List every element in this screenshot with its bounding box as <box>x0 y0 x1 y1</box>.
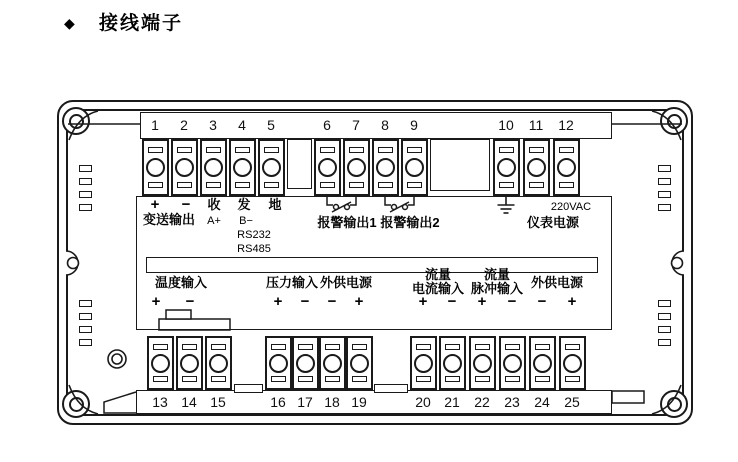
terminal-screw-hole-icon <box>180 354 199 373</box>
terminal-clamp-bar <box>349 147 364 153</box>
terminal-clamp-bar <box>505 344 520 350</box>
signal-ground-label: 地 <box>268 197 282 212</box>
temperature-minus-label: − <box>185 293 195 310</box>
pressure-plus-label: + <box>273 293 283 310</box>
flow-current-plus-label: + <box>418 293 428 310</box>
panel-screw-hole <box>108 350 126 368</box>
terminal-number-21: 21 <box>444 394 460 410</box>
terminal-clamp-bar <box>565 344 580 350</box>
rs485-label: RS485 <box>237 243 271 255</box>
terminal-number-2: 2 <box>180 117 188 133</box>
terminal-clamp-bar <box>271 344 286 350</box>
blank-panel <box>146 257 598 273</box>
terminal-screw-hole-icon <box>175 158 194 177</box>
terminal-block-5 <box>258 139 285 196</box>
terminal-block-9 <box>401 139 428 196</box>
side-notch-left <box>66 251 79 275</box>
terminal-screw-hole-icon <box>350 354 369 373</box>
alarm-output2-label: 报警输出2 <box>380 215 440 230</box>
terminal-clamp-bar <box>320 147 335 153</box>
terminal-clamp-bar <box>153 344 168 350</box>
terminal-clamp-bar <box>182 376 197 382</box>
terminal-clamp-bar <box>529 182 544 188</box>
terminal-clamp-bar <box>378 147 393 153</box>
voltage-label: 220VAC <box>550 201 592 213</box>
terminal-clamp-bar <box>499 182 514 188</box>
terminal-clamp-bar <box>445 344 460 350</box>
terminal-number-9: 9 <box>410 117 418 133</box>
ext-power-right-minus-label: − <box>537 293 547 310</box>
terminal-block-3 <box>200 139 227 196</box>
terminal-clamp-bar <box>264 147 279 153</box>
terminal-clamp-bar <box>565 376 580 382</box>
terminal-clamp-bar <box>505 376 520 382</box>
a-plus-label: A+ <box>207 215 221 227</box>
terminal-block-23 <box>499 336 526 390</box>
terminal-clamp-bar <box>264 182 279 188</box>
flow-pulse-plus-label: + <box>477 293 487 310</box>
flow-pulse-label-line2: 脉冲输入 <box>470 281 524 296</box>
terminal-block-20 <box>410 336 437 390</box>
terminal-block-6 <box>314 139 341 196</box>
blank-slot <box>430 139 490 191</box>
terminal-clamp-bar <box>352 344 367 350</box>
terminal-clamp-bar <box>271 376 286 382</box>
terminal-block-8 <box>372 139 399 196</box>
terminal-screw-hole-icon <box>318 158 337 177</box>
terminal-block-22 <box>469 336 496 390</box>
terminal-block-2 <box>171 139 198 196</box>
terminal-clamp-bar <box>349 182 364 188</box>
terminal-number-11: 11 <box>528 117 544 133</box>
terminal-clamp-bar <box>206 147 221 153</box>
terminal-number-15: 15 <box>210 394 226 410</box>
bottom-step-left <box>104 392 136 413</box>
terminal-screw-hole-icon <box>323 354 342 373</box>
terminal-block-18 <box>319 336 346 390</box>
temperature-input-label: 温度输入 <box>154 275 208 290</box>
terminal-number-1: 1 <box>151 117 159 133</box>
terminal-block-4 <box>229 139 256 196</box>
terminal-block-21 <box>439 336 466 390</box>
blank-slot <box>234 384 263 393</box>
terminal-block-17 <box>292 336 319 390</box>
terminal-clamp-bar <box>211 376 226 382</box>
terminal-number-5: 5 <box>267 117 275 133</box>
temperature-plus-label: + <box>151 293 161 310</box>
terminal-number-22: 22 <box>474 394 490 410</box>
terminal-clamp-bar <box>182 344 197 350</box>
terminal-clamp-bar <box>206 182 221 188</box>
terminal-screw-hole-icon <box>533 354 552 373</box>
rx-label: 收 <box>207 197 221 212</box>
terminal-clamp-bar <box>298 376 313 382</box>
terminal-screw-hole-icon <box>443 354 462 373</box>
terminal-number-12: 12 <box>558 117 574 133</box>
b-minus-label: B− <box>239 215 253 227</box>
ext-power-right-plus-label: + <box>567 293 577 310</box>
pressure-minus-label: − <box>300 293 310 310</box>
terminal-block-16 <box>265 336 292 390</box>
terminal-number-19: 19 <box>351 394 367 410</box>
terminal-number-7: 7 <box>352 117 360 133</box>
terminal-screw-hole-icon <box>146 158 165 177</box>
terminal-block-1 <box>142 139 169 196</box>
terminal-block-19 <box>346 336 373 390</box>
terminal-number-23: 23 <box>504 394 520 410</box>
terminal-block-13 <box>147 336 174 390</box>
transmitter-minus-label: − <box>181 196 191 213</box>
alarm-output1-label: 报警输出1 <box>317 215 377 230</box>
terminal-number-20: 20 <box>415 394 431 410</box>
terminal-number-25: 25 <box>564 394 580 410</box>
flow-current-minus-label: − <box>447 293 457 310</box>
ext-power-left-plus-label: + <box>354 293 364 310</box>
meter-power-label: 仪表电源 <box>526 215 580 230</box>
terminal-screw-hole-icon <box>497 158 516 177</box>
terminal-number-8: 8 <box>381 117 389 133</box>
terminal-clamp-bar <box>407 147 422 153</box>
terminal-screw-hole-icon <box>563 354 582 373</box>
terminal-screw-hole-icon <box>209 354 228 373</box>
section-bullet-icon: ◆ <box>64 15 75 31</box>
terminal-clamp-bar <box>320 182 335 188</box>
terminal-screw-hole-icon <box>527 158 546 177</box>
terminal-clamp-bar <box>325 376 340 382</box>
flow-current-label-line1: 流量 <box>424 267 452 282</box>
terminal-number-3: 3 <box>209 117 217 133</box>
terminal-clamp-bar <box>235 182 250 188</box>
tx-label: 发 <box>237 197 251 212</box>
terminal-clamp-bar <box>535 376 550 382</box>
terminal-clamp-bar <box>499 147 514 153</box>
terminal-screw-hole-icon <box>405 158 424 177</box>
terminal-screw-hole-icon <box>233 158 252 177</box>
terminal-clamp-bar <box>148 182 163 188</box>
terminal-clamp-bar <box>153 376 168 382</box>
side-notch-right <box>672 251 685 275</box>
terminal-clamp-bar <box>475 376 490 382</box>
terminal-block-25 <box>559 336 586 390</box>
terminal-number-14: 14 <box>181 394 197 410</box>
terminal-block-10 <box>493 139 520 196</box>
terminal-number-17: 17 <box>297 394 313 410</box>
terminal-clamp-bar <box>298 344 313 350</box>
terminal-clamp-bar <box>445 376 460 382</box>
terminal-screw-hole-icon <box>376 158 395 177</box>
terminal-clamp-bar <box>559 182 574 188</box>
bottom-step-right <box>612 391 644 403</box>
transmitter-plus-label: + <box>150 196 160 213</box>
terminal-clamp-bar <box>407 182 422 188</box>
terminal-clamp-bar <box>475 344 490 350</box>
ext-power-right-label: 外供电源 <box>530 275 584 290</box>
terminal-clamp-bar <box>416 344 431 350</box>
terminal-number-4: 4 <box>238 117 246 133</box>
terminal-screw-hole-icon <box>503 354 522 373</box>
terminal-clamp-bar <box>148 147 163 153</box>
terminal-number-13: 13 <box>152 394 168 410</box>
terminal-screw-hole-icon <box>414 354 433 373</box>
terminal-clamp-bar <box>559 147 574 153</box>
terminal-number-10: 10 <box>498 117 514 133</box>
transmitter-output-label: 变送输出 <box>142 212 196 227</box>
page-title: 接线端子 <box>99 13 184 34</box>
terminal-clamp-bar <box>211 344 226 350</box>
terminal-block-7 <box>343 139 370 196</box>
terminal-clamp-bar <box>325 344 340 350</box>
terminal-number-18: 18 <box>324 394 340 410</box>
ext-power-left-label: 外供电源 <box>319 275 373 290</box>
flow-current-label-line2: 电流输入 <box>411 281 465 296</box>
blank-slot <box>287 139 312 189</box>
terminal-number-6: 6 <box>323 117 331 133</box>
terminal-screw-hole-icon <box>557 158 576 177</box>
terminal-screw-hole-icon <box>296 354 315 373</box>
terminal-screw-hole-icon <box>262 158 281 177</box>
terminal-block-12 <box>553 139 580 196</box>
terminal-clamp-bar <box>177 182 192 188</box>
terminal-screw-hole-icon <box>473 354 492 373</box>
terminal-block-15 <box>205 336 232 390</box>
rs232-label: RS232 <box>237 229 271 241</box>
terminal-screw-hole-icon <box>269 354 288 373</box>
flow-pulse-minus-label: − <box>507 293 517 310</box>
terminal-clamp-bar <box>235 147 250 153</box>
terminal-number-16: 16 <box>270 394 286 410</box>
blank-slot <box>374 384 408 393</box>
pressure-input-label: 压力输入 <box>265 275 319 290</box>
terminal-clamp-bar <box>529 147 544 153</box>
terminal-block-11 <box>523 139 550 196</box>
terminal-screw-hole-icon <box>151 354 170 373</box>
terminal-clamp-bar <box>535 344 550 350</box>
terminal-number-24: 24 <box>534 394 550 410</box>
terminal-block-24 <box>529 336 556 390</box>
terminal-screw-hole-icon <box>204 158 223 177</box>
terminal-clamp-bar <box>416 376 431 382</box>
flow-pulse-label-line1: 流量 <box>483 267 511 282</box>
terminal-clamp-bar <box>177 147 192 153</box>
terminal-clamp-bar <box>352 376 367 382</box>
terminal-screw-hole-icon <box>347 158 366 177</box>
ext-power-left-minus-label: − <box>327 293 337 310</box>
terminal-block-14 <box>176 336 203 390</box>
terminal-clamp-bar <box>378 182 393 188</box>
